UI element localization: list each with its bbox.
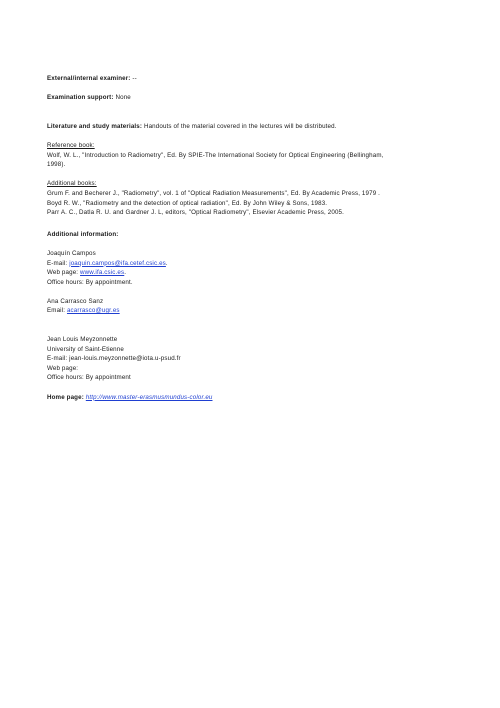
reference-book-line-2: 1998).: [47, 161, 66, 169]
support-label: Examination support:: [47, 94, 114, 102]
contact1-office-hours: Office hours: By appointment.: [47, 278, 133, 286]
contact1-web-link[interactable]: www.ifa.csic.es: [80, 269, 125, 277]
contact2-email-row: [47, 306, 467, 316]
support-value: None: [115, 94, 131, 102]
document-page: [47, 74, 467, 402]
additional-book-2: Boyd R. W., "Radiometry and the detection of optical radiation", Ed. By John Wiley & Sons, 1983.: [47, 199, 328, 207]
homepage-label: Home page:: [47, 393, 84, 401]
reference-book-heading: Reference book:: [47, 141, 95, 149]
homepage-row: [47, 393, 467, 403]
contact3-office-hours: Office hours: By appointment: [47, 374, 131, 382]
contact1-web-row: [47, 268, 467, 278]
contact1-web-suffix: .: [124, 269, 127, 277]
additional-info-heading: Additional information:: [47, 230, 119, 238]
contact1-name: Joaquín Campos: [47, 249, 96, 257]
contact3-email: E-mail: jean-louis.meyzonnette@iota.u-psud.fr: [47, 355, 181, 363]
literature-label: Literature and study materials:: [47, 122, 143, 130]
literature-row: [47, 122, 467, 132]
examiner-row: [47, 74, 467, 84]
additional-book-1: Grum F. and Becherer J., "Radiometry", vol. 1 of "Optical Radiation Measurements", Ed. By Academic Press, 1979 .: [47, 189, 381, 197]
contact1-email-link[interactable]: joaquin.campos@ifa.cetef.csic.es: [69, 259, 166, 267]
contact3-web: Web page:: [47, 364, 79, 372]
examiner-label: External/internal examiner:: [47, 75, 131, 82]
additional-book-3: Parr A. C., Datla R. U. and Gardner J. L, editors, "Optical Radiometry", Elsevier Academic Press, 2005.: [47, 209, 345, 217]
support-row: [47, 93, 467, 103]
contact3-name: Jean Louis Meyzonnette: [47, 336, 118, 344]
contact3-affiliation: University of Saint-Etienne: [47, 345, 124, 353]
homepage-link[interactable]: http://www.master-erasmusmundus-color.eu: [85, 393, 213, 401]
contact2-name: Ana Carrasco Sanz: [47, 297, 104, 305]
contact2-email-label: Email:: [47, 307, 66, 315]
contact1-email-label: E-mail:: [47, 259, 68, 267]
literature-value: Handouts of the material covered in the lectures will be distributed.: [143, 122, 337, 130]
reference-book-line-1: Wolf, W. L., "Introduction to Radiometry", Ed. By SPIE-The International Society for Optical Engineering (Bellingham,: [47, 151, 384, 159]
additional-books-heading: Additional books:: [47, 180, 97, 188]
contact1-web-label: Web page:: [47, 269, 79, 277]
examiner-value: --: [132, 75, 137, 82]
contact1-email-suffix: .: [165, 259, 168, 267]
contact1-email-row: [47, 259, 467, 269]
contact2-email-link[interactable]: acarrasco@ugr.es: [66, 307, 120, 315]
